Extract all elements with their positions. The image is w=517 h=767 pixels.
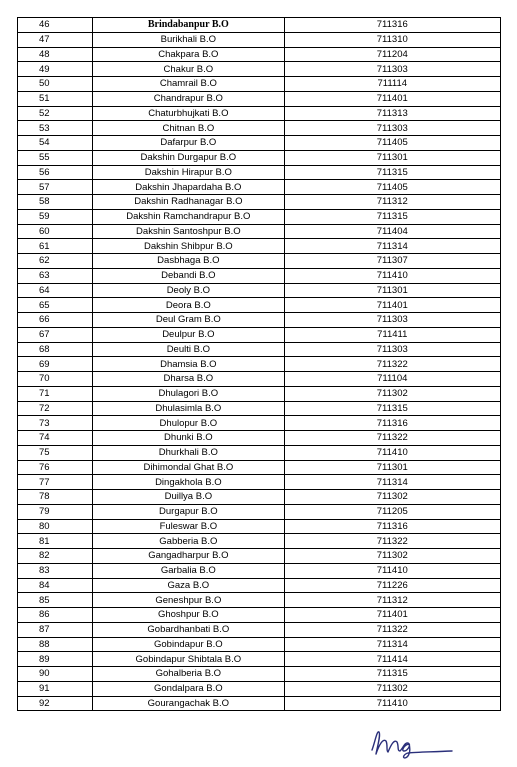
table-row — [18, 637, 501, 652]
pincode-cell: 711205 — [284, 504, 500, 519]
pincode-cell: 711303 — [284, 62, 500, 77]
pincode-cell: 711314 — [284, 239, 500, 254]
table-row — [18, 622, 501, 637]
pincode-cell: 711405 — [284, 136, 500, 151]
serial-number-cell: 86 — [18, 608, 93, 623]
table-row — [18, 549, 501, 564]
pincode-cell: 711114 — [284, 77, 500, 92]
pincode-cell: 711322 — [284, 622, 500, 637]
pincode-cell: 711315 — [284, 401, 500, 416]
serial-number-cell: 57 — [18, 180, 93, 195]
office-name-cell: Chakur B.O — [93, 62, 284, 77]
table-row — [18, 608, 501, 623]
pincode-cell: 711411 — [284, 327, 500, 342]
pincode-cell: 711302 — [284, 549, 500, 564]
office-name-cell: Gobindapur Shibtala B.O — [93, 652, 284, 667]
table-row — [18, 239, 501, 254]
office-name-cell: Durgapur B.O — [93, 504, 284, 519]
office-name-cell: Dihimondal Ghat B.O — [93, 460, 284, 475]
table-row — [18, 209, 501, 224]
serial-number-cell: 71 — [18, 386, 93, 401]
serial-number-cell: 69 — [18, 357, 93, 372]
pincode-cell: 711404 — [284, 224, 500, 239]
table-row — [18, 150, 501, 165]
table-row — [18, 401, 501, 416]
serial-number-cell: 77 — [18, 475, 93, 490]
table-row — [18, 298, 501, 313]
office-name-cell: Dhulopur B.O — [93, 416, 284, 431]
office-name-cell: Gobardhanbati B.O — [93, 622, 284, 637]
office-name-cell: Dhamsia B.O — [93, 357, 284, 372]
table-row — [18, 696, 501, 711]
pincode-cell: 711312 — [284, 195, 500, 210]
table-row — [18, 268, 501, 283]
serial-number-cell: 48 — [18, 47, 93, 62]
pincode-cell: 711322 — [284, 357, 500, 372]
office-name-cell: Gobindapur B.O — [93, 637, 284, 652]
table-row — [18, 18, 501, 33]
serial-number-cell: 70 — [18, 372, 93, 387]
table-row — [18, 519, 501, 534]
office-name-cell: Gaza B.O — [93, 578, 284, 593]
table-body — [18, 18, 501, 711]
table-row — [18, 224, 501, 239]
office-name-cell: Chamrail B.O — [93, 77, 284, 92]
serial-number-cell: 49 — [18, 62, 93, 77]
office-name-cell: Dhunki B.O — [93, 431, 284, 446]
table-row — [18, 475, 501, 490]
office-name-cell: Ghoshpur B.O — [93, 608, 284, 623]
office-name-cell: Dakshin Shibpur B.O — [93, 239, 284, 254]
table-row — [18, 563, 501, 578]
serial-number-cell: 74 — [18, 431, 93, 446]
office-name-cell: Deulti B.O — [93, 342, 284, 357]
serial-number-cell: 76 — [18, 460, 93, 475]
table-row — [18, 165, 501, 180]
pincode-cell: 711104 — [284, 372, 500, 387]
serial-number-cell: 68 — [18, 342, 93, 357]
table-row — [18, 445, 501, 460]
office-name-cell: Fuleswar B.O — [93, 519, 284, 534]
office-name-cell: Gondalpara B.O — [93, 681, 284, 696]
pincode-cell: 711303 — [284, 342, 500, 357]
serial-number-cell: 88 — [18, 637, 93, 652]
office-name-cell: Dakshin Hirapur B.O — [93, 165, 284, 180]
pincode-cell: 711302 — [284, 490, 500, 505]
table-row — [18, 593, 501, 608]
pincode-cell: 711226 — [284, 578, 500, 593]
pincode-cell: 711401 — [284, 608, 500, 623]
pincode-cell: 711302 — [284, 386, 500, 401]
serial-number-cell: 59 — [18, 209, 93, 224]
office-name-cell: Burikhali B.O — [93, 32, 284, 47]
office-name-cell: Dafarpur B.O — [93, 136, 284, 151]
pincode-cell: 711316 — [284, 416, 500, 431]
office-name-cell: Deul Gram B.O — [93, 313, 284, 328]
pincode-cell: 711204 — [284, 47, 500, 62]
office-name-cell: Chandrapur B.O — [93, 91, 284, 106]
office-name-cell: Dakshin Durgapur B.O — [93, 150, 284, 165]
pincode-cell: 711316 — [284, 519, 500, 534]
table-row — [18, 106, 501, 121]
serial-number-cell: 54 — [18, 136, 93, 151]
table-row — [18, 313, 501, 328]
serial-number-cell: 92 — [18, 696, 93, 711]
office-name-cell: Dakshin Radhanagar B.O — [93, 195, 284, 210]
serial-number-cell: 64 — [18, 283, 93, 298]
signature-icon — [368, 724, 454, 760]
table-row — [18, 136, 501, 151]
pincode-cell: 711410 — [284, 268, 500, 283]
table-row — [18, 327, 501, 342]
pincode-cell: 711315 — [284, 667, 500, 682]
pincode-cell: 711410 — [284, 445, 500, 460]
pincode-cell: 711322 — [284, 431, 500, 446]
serial-number-cell: 78 — [18, 490, 93, 505]
office-name-cell: Chakpara B.O — [93, 47, 284, 62]
office-name-cell: Dakshin Jhapardaha B.O — [93, 180, 284, 195]
table-row — [18, 372, 501, 387]
table-row — [18, 416, 501, 431]
serial-number-cell: 75 — [18, 445, 93, 460]
office-name-cell: Deora B.O — [93, 298, 284, 313]
pincode-cell: 711303 — [284, 121, 500, 136]
serial-number-cell: 82 — [18, 549, 93, 564]
office-name-cell: Deoly B.O — [93, 283, 284, 298]
office-name-cell: Dasbhaga B.O — [93, 254, 284, 269]
office-name-cell: Dakshin Ramchandrapur B.O — [93, 209, 284, 224]
pincode-cell: 711410 — [284, 696, 500, 711]
table-row — [18, 77, 501, 92]
table-row — [18, 431, 501, 446]
office-name-cell: Gangadharpur B.O — [93, 549, 284, 564]
table-row — [18, 283, 501, 298]
serial-number-cell: 58 — [18, 195, 93, 210]
serial-number-cell: 66 — [18, 313, 93, 328]
serial-number-cell: 72 — [18, 401, 93, 416]
table-row — [18, 121, 501, 136]
serial-number-cell: 83 — [18, 563, 93, 578]
serial-number-cell: 56 — [18, 165, 93, 180]
serial-number-cell: 63 — [18, 268, 93, 283]
serial-number-cell: 51 — [18, 91, 93, 106]
table-row — [18, 180, 501, 195]
table-row — [18, 357, 501, 372]
office-name-cell: Gohalberia B.O — [93, 667, 284, 682]
table-row — [18, 47, 501, 62]
office-name-cell: Gabberia B.O — [93, 534, 284, 549]
table-row — [18, 342, 501, 357]
pincode-cell: 711310 — [284, 32, 500, 47]
table-row — [18, 91, 501, 106]
pincode-cell: 711314 — [284, 475, 500, 490]
office-name-cell: Debandi B.O — [93, 268, 284, 283]
office-name-cell: Chaturbhujkati B.O — [93, 106, 284, 121]
table-row — [18, 460, 501, 475]
serial-number-cell: 47 — [18, 32, 93, 47]
pincode-cell: 711314 — [284, 637, 500, 652]
serial-number-cell: 46 — [18, 18, 93, 33]
pincode-cell: 711315 — [284, 209, 500, 224]
office-name-cell: Gourangachak B.O — [93, 696, 284, 711]
serial-number-cell: 90 — [18, 667, 93, 682]
table-row — [18, 254, 501, 269]
serial-number-cell: 53 — [18, 121, 93, 136]
serial-number-cell: 80 — [18, 519, 93, 534]
pincode-cell: 711401 — [284, 91, 500, 106]
pincode-cell: 711301 — [284, 283, 500, 298]
office-name-cell: Chitnan B.O — [93, 121, 284, 136]
serial-number-cell: 73 — [18, 416, 93, 431]
table-row — [18, 652, 501, 667]
serial-number-cell: 67 — [18, 327, 93, 342]
office-name-cell: Dingakhola B.O — [93, 475, 284, 490]
pincode-cell: 711301 — [284, 460, 500, 475]
serial-number-cell: 81 — [18, 534, 93, 549]
serial-number-cell: 89 — [18, 652, 93, 667]
serial-number-cell: 84 — [18, 578, 93, 593]
pincode-cell: 711405 — [284, 180, 500, 195]
pincode-cell: 711301 — [284, 150, 500, 165]
pincode-cell: 711307 — [284, 254, 500, 269]
pincode-cell: 711401 — [284, 298, 500, 313]
table-row — [18, 578, 501, 593]
post-office-table — [17, 17, 501, 711]
pincode-cell: 711322 — [284, 534, 500, 549]
serial-number-cell: 60 — [18, 224, 93, 239]
serial-number-cell: 87 — [18, 622, 93, 637]
pincode-cell: 711414 — [284, 652, 500, 667]
table-row — [18, 386, 501, 401]
serial-number-cell: 79 — [18, 504, 93, 519]
office-name-cell: Deulpur B.O — [93, 327, 284, 342]
serial-number-cell: 50 — [18, 77, 93, 92]
pincode-cell: 711316 — [284, 18, 500, 33]
serial-number-cell: 62 — [18, 254, 93, 269]
table-row — [18, 504, 501, 519]
pincode-cell: 711315 — [284, 165, 500, 180]
office-name-cell: Garbalia B.O — [93, 563, 284, 578]
table-row — [18, 62, 501, 77]
serial-number-cell: 52 — [18, 106, 93, 121]
office-name-cell: Dhulagori B.O — [93, 386, 284, 401]
serial-number-cell: 85 — [18, 593, 93, 608]
serial-number-cell: 91 — [18, 681, 93, 696]
table-row — [18, 681, 501, 696]
pincode-cell: 711313 — [284, 106, 500, 121]
table-row — [18, 195, 501, 210]
pincode-cell: 711302 — [284, 681, 500, 696]
table-row — [18, 667, 501, 682]
office-name-cell: Dhulasimla B.O — [93, 401, 284, 416]
serial-number-cell: 61 — [18, 239, 93, 254]
office-name-cell: Dakshin Santoshpur B.O — [93, 224, 284, 239]
office-name-cell: Dharsa B.O — [93, 372, 284, 387]
pincode-cell: 711312 — [284, 593, 500, 608]
table-row — [18, 534, 501, 549]
office-name-cell: Duillya B.O — [93, 490, 284, 505]
office-name-cell: Brindabanpur B.O — [93, 18, 284, 33]
table-row — [18, 32, 501, 47]
serial-number-cell: 55 — [18, 150, 93, 165]
serial-number-cell: 65 — [18, 298, 93, 313]
pincode-cell: 711303 — [284, 313, 500, 328]
office-name-cell: Dhurkhali B.O — [93, 445, 284, 460]
pincode-cell: 711410 — [284, 563, 500, 578]
table-row — [18, 490, 501, 505]
office-name-cell: Geneshpur B.O — [93, 593, 284, 608]
